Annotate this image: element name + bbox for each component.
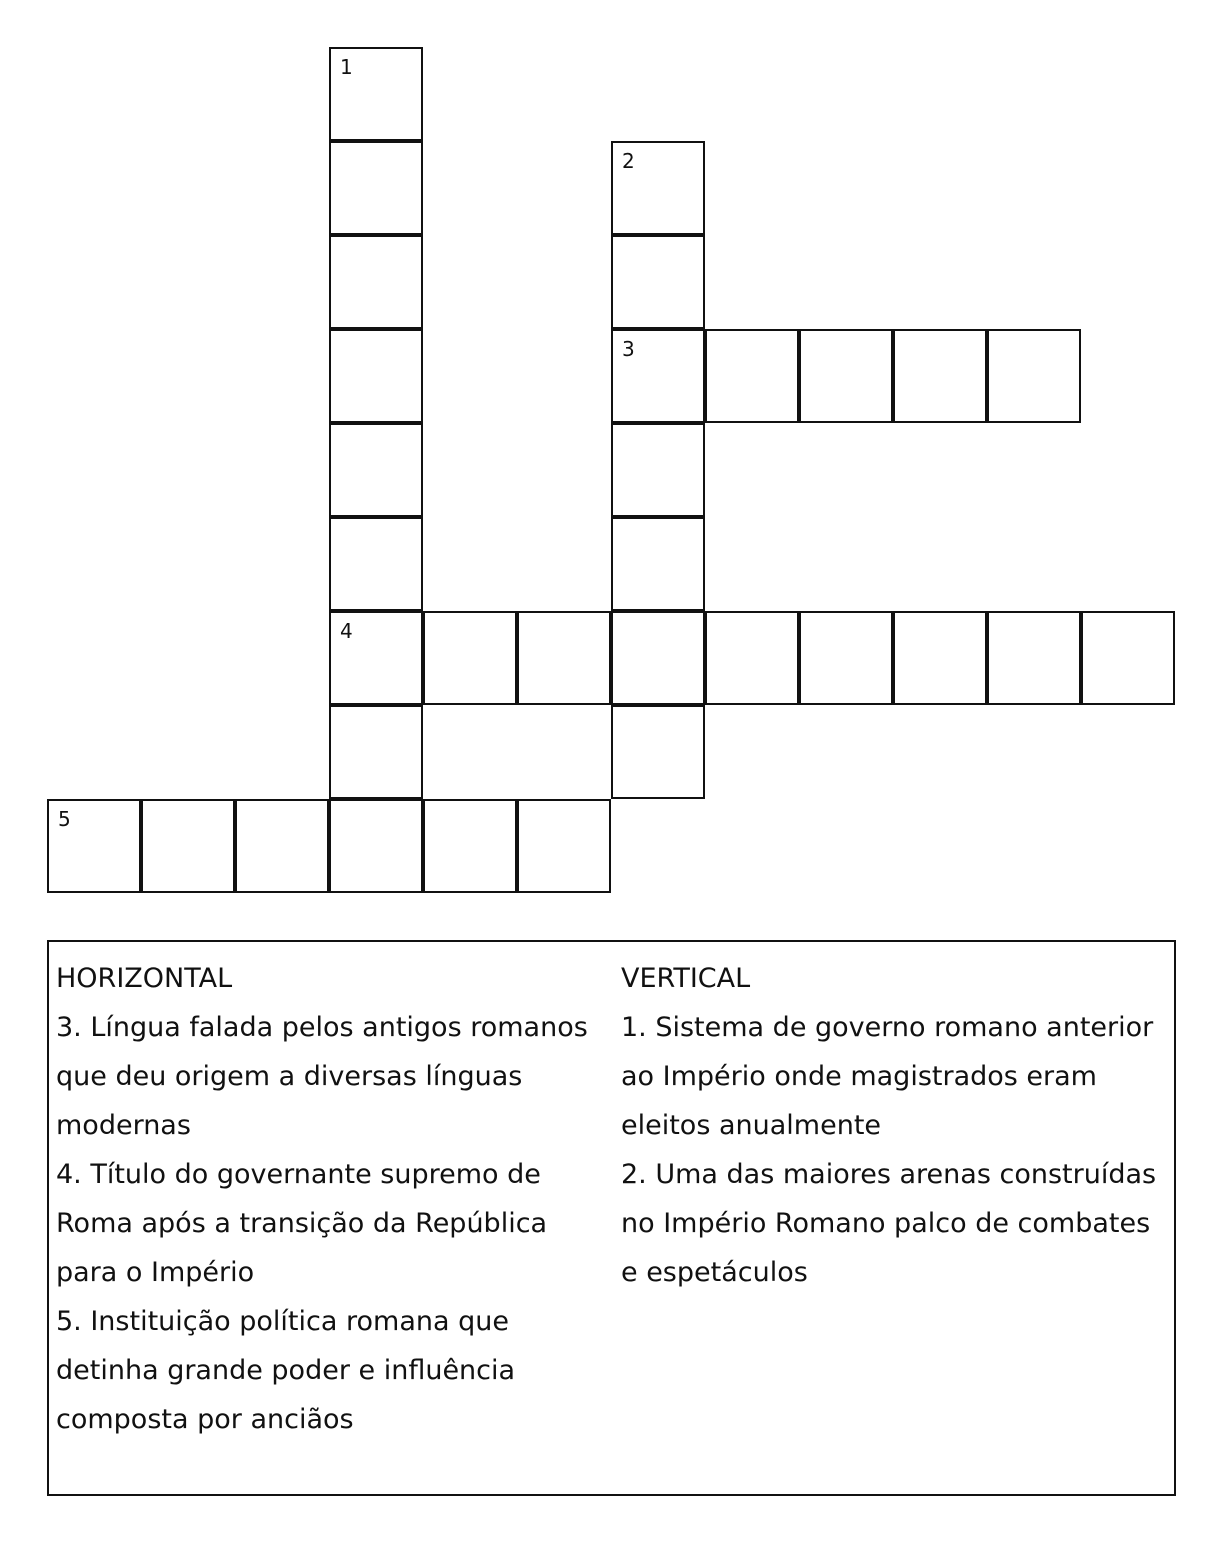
grid-cell[interactable] <box>329 47 423 141</box>
clue-number: 5 <box>58 807 71 831</box>
grid-cell[interactable] <box>47 799 141 893</box>
grid-cell[interactable] <box>423 799 517 893</box>
grid-cell[interactable] <box>705 611 799 705</box>
clue-number: 4 <box>340 619 353 643</box>
grid-cell[interactable] <box>329 705 423 799</box>
clue-number: 2 <box>622 149 635 173</box>
clue-horizontal-5: 5. Instituição política romana que detinha grande poder e influência composta por anciãos <box>56 1306 516 1435</box>
grid-cell[interactable] <box>329 329 423 423</box>
grid-cell[interactable] <box>423 611 517 705</box>
grid-cell[interactable] <box>1081 611 1175 705</box>
grid-cell[interactable] <box>329 611 423 705</box>
grid-cell[interactable] <box>611 141 705 235</box>
grid-cell[interactable] <box>329 141 423 235</box>
grid-cell[interactable] <box>987 329 1081 423</box>
grid-cell[interactable] <box>329 235 423 329</box>
grid-cell[interactable] <box>329 517 423 611</box>
grid-cell[interactable] <box>987 611 1081 705</box>
grid-cell[interactable] <box>893 329 987 423</box>
grid-cell[interactable] <box>611 611 705 705</box>
clue-number: 3 <box>622 337 635 361</box>
grid-cell[interactable] <box>235 799 329 893</box>
vertical-title: VERTICAL <box>621 963 751 994</box>
grid-cell[interactable] <box>799 329 893 423</box>
grid-cell[interactable] <box>611 423 705 517</box>
grid-cell[interactable] <box>517 611 611 705</box>
grid-cell[interactable] <box>705 329 799 423</box>
grid-cell[interactable] <box>329 799 423 893</box>
grid-cell[interactable] <box>611 517 705 611</box>
clue-number: 1 <box>340 55 353 79</box>
grid-cell[interactable] <box>141 799 235 893</box>
clue-vertical-1: 1. Sistema de governo romano anterior ao Império onde magistrados eram eleitos anualmente <box>621 1012 1154 1141</box>
clues-box <box>47 940 1176 1496</box>
grid-cell[interactable] <box>611 705 705 799</box>
horizontal-clues <box>56 954 601 1444</box>
clue-horizontal-4: 4. Título do governante supremo de Roma após a transição da República para o Império <box>56 1159 548 1288</box>
grid-cell[interactable] <box>611 235 705 329</box>
horizontal-title: HORIZONTAL <box>56 963 233 994</box>
vertical-clues <box>621 954 1169 1297</box>
grid-cell[interactable] <box>799 611 893 705</box>
clue-horizontal-3: 3. Língua falada pelos antigos romanos que deu origem a diversas línguas modernas <box>56 1012 588 1141</box>
grid-cell[interactable] <box>329 423 423 517</box>
grid-cell[interactable] <box>893 611 987 705</box>
clue-vertical-2: 2. Uma das maiores arenas construídas no Império Romano palco de combates e espetáculos <box>621 1159 1157 1288</box>
grid-cell[interactable] <box>517 799 611 893</box>
grid-cell[interactable] <box>611 329 705 423</box>
